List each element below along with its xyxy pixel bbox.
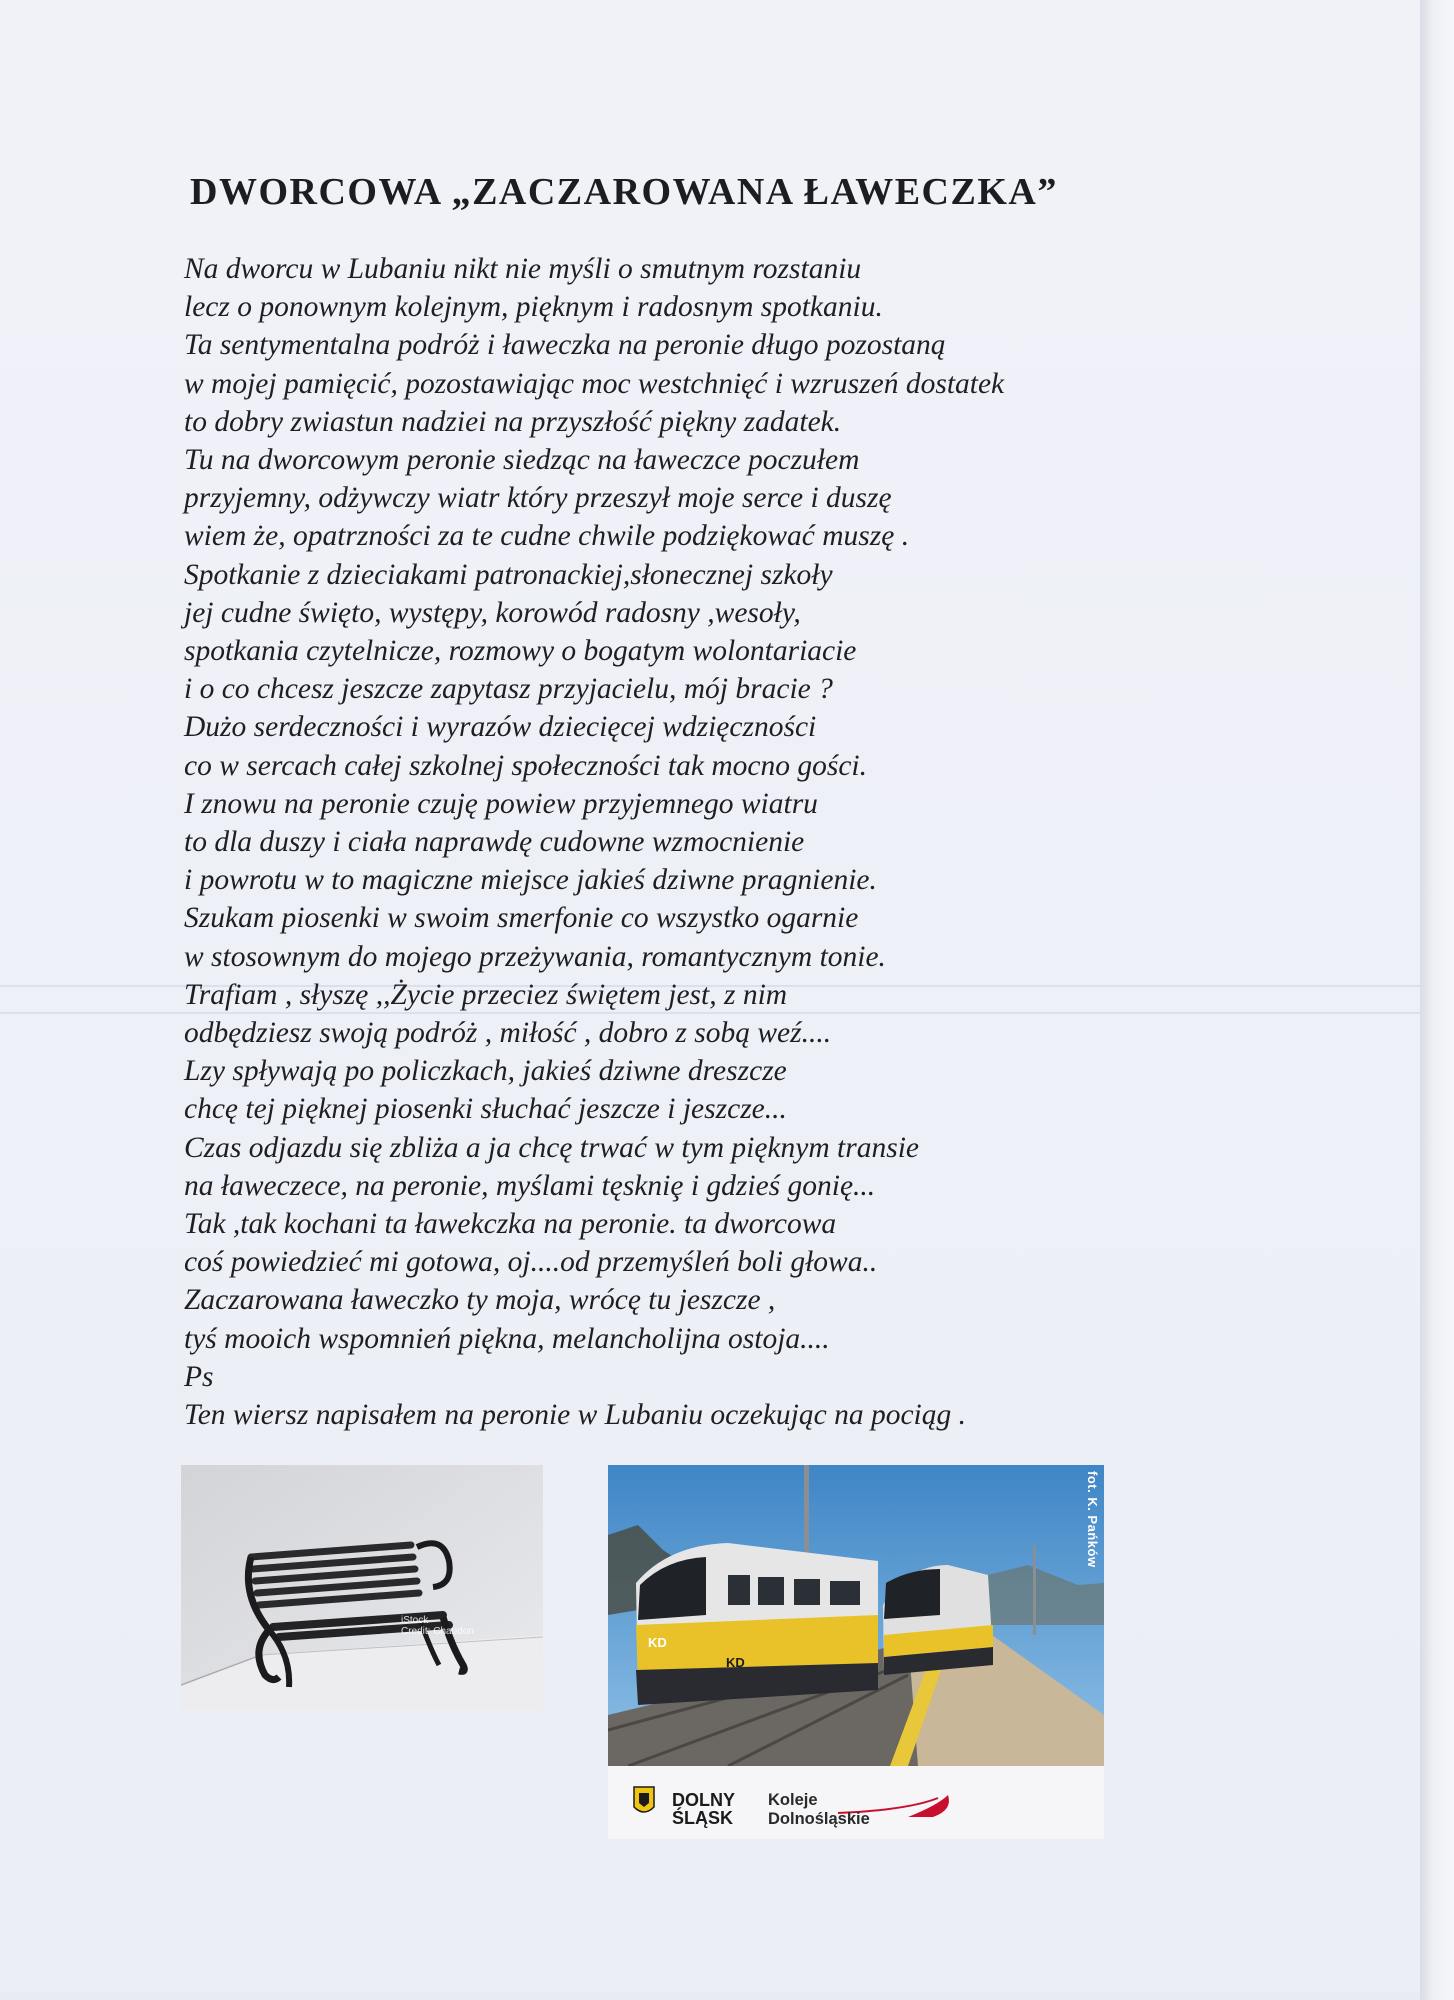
poem-line: tyś mooich wspomnień piękna, melancholijna ostoja....: [184, 1322, 830, 1355]
poem-line: Szukam piosenki w swoim smerfonie co wszystko ogarnie: [184, 902, 859, 935]
poem-line: i powrotu w to magiczne miejsce jakieś dziwne pragnienie.: [184, 864, 877, 897]
poem-line: Zaczarowana ławeczko ty moja, wrócę tu jeszcze ,: [184, 1284, 776, 1317]
poem-line: Na dworcu w Lubaniu nikt nie myśli o smutnym rozstaniu: [184, 253, 862, 285]
train-marking-left: KD: [648, 1635, 667, 1650]
dolny-slask-logo-text: DOLNY ŚLĄSK: [672, 1790, 735, 1828]
poem-line: to dobry zwiastun nadziei na przyszłość piękny zadatek.: [184, 405, 842, 438]
watermark-brand: iStock: [401, 1615, 429, 1626]
poem-line: Ten wiersz napisałem na peronie w Lubaniu oczekując na pociąg .: [184, 1399, 966, 1432]
poem-line: jej cudne święto, występy, korowód radosny ,wesoły,: [184, 596, 801, 629]
poem-line: Ps: [184, 1360, 214, 1393]
photo-credit: fot. K. Pańków: [1085, 1471, 1100, 1568]
poem-title: DWORCOWA „ZACZAROWANA ŁAWECZKA”: [190, 171, 1058, 213]
poem-body: [184, 250, 1004, 1434]
poem-line: Lzy spływają po policzkach, jakieś dziwne dreszcze: [184, 1055, 787, 1088]
bench-photo: [181, 1465, 543, 1710]
poem-line: to dla duszy i ciała naprawdę cudowne wzmocnienie: [184, 826, 805, 859]
poem-line: Trafiam , słyszę ,,Życie przeciez świętem jest, z nim: [184, 978, 788, 1011]
train-photo: [608, 1465, 1104, 1839]
poem-line: i o co chcesz jeszcze zapytasz przyjacielu, mój bracie ?: [184, 673, 833, 706]
poem-line: Dużo serdeczności i wyrazów dziecięcej wdzięczności: [184, 711, 817, 744]
poem-line: na ławeczece, na peronie, myślami tęskniȩ i gdzieś gonię...: [184, 1169, 876, 1202]
poem-line: Tak ,tak kochani ta ławekczka na peronie. ta dworcowa: [184, 1208, 837, 1241]
poem-line: wiem że, opatrzności za te cudne chwile podziękować muszę .: [184, 520, 910, 553]
poem-line: w mojej pamięcić, pozostawiając moc westchnięć i wzruszeń dostatek: [184, 367, 1005, 400]
koleje-dolnoslaskie-logo-text: Koleje Dolnośląskie: [768, 1791, 870, 1828]
poem-line: Ta sentymentalna podróż i ławeczka na peronie długo pozostaną: [184, 329, 946, 362]
train-marking-side: KD: [726, 1655, 745, 1670]
poem-line: spotkania czytelnicze, rozmowy o bogatym wolontariacie: [184, 635, 857, 668]
poem-line: lecz o ponownym kolejnym, pięknym i radosnym spotkaniu.: [184, 291, 883, 324]
poem-line: co w sercach całej szkolnej społeczności tak mocno gości.: [184, 749, 867, 782]
poem-line: Spotkanie z dzieciakami patronackiej,słonecznej szkoły: [184, 558, 833, 591]
bench-illustration: [181, 1465, 543, 1710]
poem-line: I znowu na peronie czuję powiew przyjemnego wiatru: [184, 787, 818, 820]
poem-line: w stosownym do mojego przeżywania, romantycznym tonie.: [184, 940, 886, 973]
watermark-credit: Credit: Chaudon: [401, 1626, 474, 1637]
poem-line: Czas odjazdu się zbliża a ja chcę trwać w tym pięknym transie: [184, 1131, 919, 1164]
poem-line: chcę tej pięknej piosenki słuchać jeszcze i jeszcze...: [184, 1093, 787, 1126]
page-edge: [1420, 0, 1454, 2000]
poem-line: coś powiedzieć mi gotowa, oj....od przemyśleń boli głowa..: [184, 1246, 878, 1279]
poem-line: odbędziesz swoją podróż , miłość , dobro z sobą weź....: [184, 1017, 832, 1050]
stock-watermark: [401, 1615, 474, 1637]
poem-line: przyjemny, odżywczy wiatr który przeszył moje serce i duszę: [184, 482, 892, 515]
poem-line: Tu na dworcowym peronie siedząc na ławeczce poczułem: [184, 444, 860, 477]
train-illustration: [608, 1465, 1104, 1839]
